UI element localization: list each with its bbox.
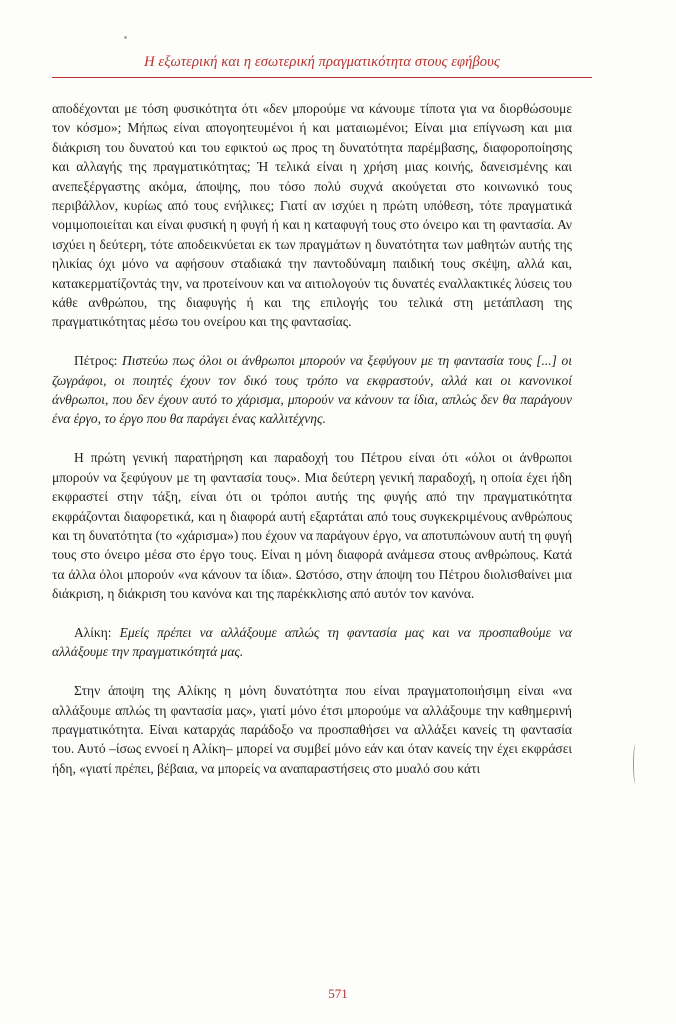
paragraph-2: Η πρώτη γενική παρατήρηση και παραδοχή του Πέτρου είναι ότι «όλοι οι άνθρωποι μπορούν να ξεφύγουν με τη φαντασία τους». Μια δεύτερη γενική παραδοχή, η οποία έχει ήδη εκφραστεί στην τάξη, είναι ότι οι τρόποι αυτής της φυγής από την πραγματικότητα εκφράζονται διαφορετικά, και η διαφορά αυτή εξαρτάται από τους συγκεκριμένους ανθρώπους και τη δυνατότητα (το «χάρισμα») που έχουν να παράγουν έργο, να αποτυπώνουν αυτή τη φυγή τους στο όνειρο μέσα στο έργο τους. Είναι η μόνη διαφορά ανάμεσα στους ανθρώπους. Κατά τα άλλα όλοι μπορούν «να κάνουν τα ίδια». Ωστόσο, στην άποψη του Πέτρου διολισθαίνει μια διάκριση, η διάκριση του κανόνα και της παρέκκλισης από αυτόν τον κανόνα. (52, 450, 572, 602)
quote-text: Πιστεύω πως όλοι οι άνθρωποι μπορούν να ξεφύγουν με τη φαντασία τους [...] οι ζωγράφοι, οι ποιητές έχουν τον δικό τους τρόπο να εκφραστούν, αλλά και οι κανονικοί άνθρωποι, που δεν έχουν αυτό το χάρισμα, μπορούν να κάνουν τα ίδια, απλώς δεν θα παράγουν ένα έργο, το έργο που θα παράγει ένας καλλιτέχνης. (52, 353, 572, 427)
page-number: 571 (328, 986, 348, 1001)
speaker-name: Πέτρος: (74, 353, 118, 369)
scan-speck (124, 36, 127, 39)
running-header: Η εξωτερική και η εσωτερική πραγματικότητα στους εφήβους (144, 54, 500, 70)
quote-petros (52, 351, 572, 429)
quote-text: Εμείς πρέπει να αλλάξουμε απλώς τη φαντασία μας και να προσπαθούμε να αλλάξουμε την πραγματικότητά μας. (52, 624, 573, 660)
margin-mark (633, 744, 638, 784)
main-text (52, 99, 572, 778)
quote-aliki (52, 623, 572, 662)
paragraph-1: αποδέχονται με τόση φυσικότητα ότι «δεν μπορούμε να κάνουμε τίποτα για να διορθώσουμε τον κόσμο»; Μήπως είναι απογοητευμένοι ή και ματαιωμένοι; Είναι μια επίγνωση και μια διάκριση του δυνατού και του εφικτού ως προς τη δυνατότητα παρέμβασης, διαφοροποίησης και αλλαγής της πραγματικότητας; Ή τελικά είναι η χρήση μιας κοινής, δανεισμένης και ανεπεξέργαστης ακόμα, άποψης, που τόσο πολύ συχνά ακούγεται στο κοινωνικό τους περιβάλλον, κυρίως από τους ενήλικες; Γιατί αν ισχύει η πρώτη υπόθεση, τότε πραγματικά νομιμοποιείται και είναι φυσική η φυγή ή και η καταφυγή τους στο όνειρο και τη φαντασία. Αν ισχύει η δεύτερη, τότε αποδεικνύεται εκ των πραγμάτων η δυνατότητα των μαθητών αυτής της ηλικίας όχι μόνο να αφήσουν σταδιακά την παντοδύναμη παιδική τους σκέψη, αλλά και, κατακερματίζοντάς την, να προτείνουν και να αιτιολογούν τις δυνατές εναλλακτικές λύσεις του κάθε ανθρώπου, της διαφυγής ή και της επιλογής του τελικά στη μετάπλαση της πραγματικότητας μέσω του ονείρου και της φαντασίας. (52, 101, 572, 330)
paragraph-3: Στην άποψη της Αλίκης η μόνη δυνατότητα που είναι πραγματοποιήσιμη είναι «να αλλάξουμε απλώς τη φαντασία μας», γιατί μόνο έτσι μπορούμε να αλλάξουμε την καθημερινή πραγματικότητα. Είναι καταρχάς παράδοξο να προσπαθήσει να αλλάξει κανείς τη φαντασία του. Αυτό –ίσως εννοεί η Αλίκη– μπορεί να συμβεί μόνο εάν και όταν κανείς την έχει εκφράσει ήδη, «γιατί πρέπει, βέβαια, να μπορείς να αναπαραστήσεις στο μυαλό σου κάτι (52, 683, 572, 776)
header-rule (52, 77, 592, 78)
speaker-name: Αλίκη: (74, 624, 112, 640)
